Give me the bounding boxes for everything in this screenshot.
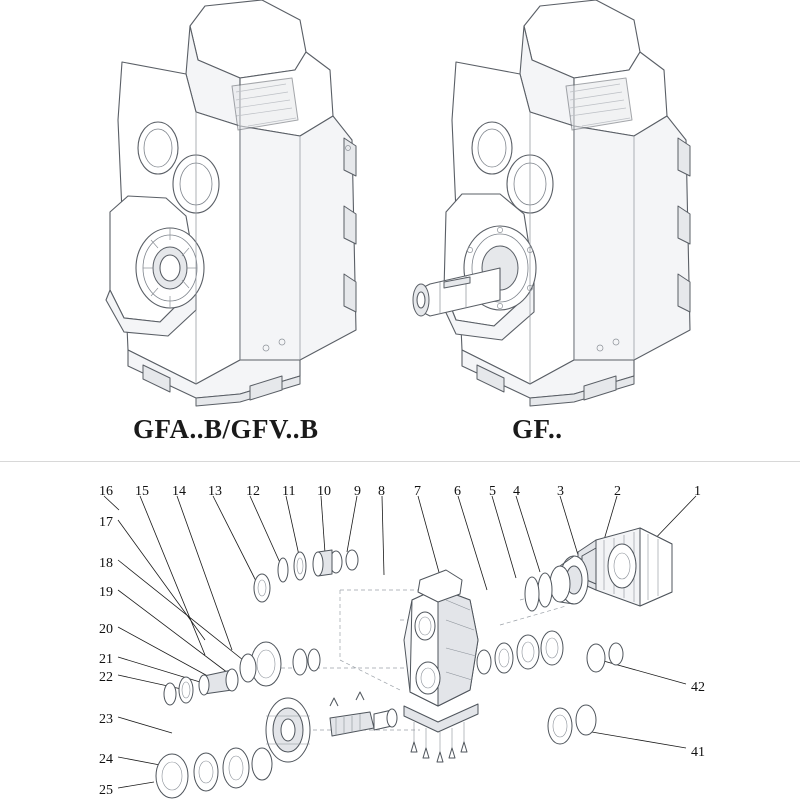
callout-22: 22 <box>99 670 113 685</box>
callout-23: 23 <box>99 712 113 727</box>
callout-11: 11 <box>282 484 296 499</box>
part-shaft-upper <box>254 550 358 602</box>
part-coupling-flange <box>550 556 588 604</box>
callout-8: 8 <box>378 484 385 499</box>
leader-lines-left <box>118 520 248 788</box>
callout-4: 4 <box>513 484 520 499</box>
callout-25: 25 <box>99 783 113 798</box>
callout-7: 7 <box>414 484 421 499</box>
part-ring-set-right <box>477 573 563 674</box>
callout-10: 10 <box>317 484 331 499</box>
callout-3: 3 <box>557 484 564 499</box>
callout-24: 24 <box>99 752 113 767</box>
callout-9: 9 <box>354 484 361 499</box>
callout-6: 6 <box>454 484 461 499</box>
callout-15: 15 <box>135 484 149 499</box>
callout-41: 41 <box>691 745 705 760</box>
callout-18: 18 <box>99 556 113 571</box>
callout-19: 19 <box>99 585 113 600</box>
part-housing <box>404 570 478 762</box>
callout-1: 1 <box>694 484 701 499</box>
callout-17: 17 <box>99 515 113 530</box>
callout-42: 42 <box>691 680 705 695</box>
callout-13: 13 <box>208 484 222 499</box>
leader-lines-right <box>580 660 686 748</box>
callout-12: 12 <box>246 484 260 499</box>
callout-14: 14 <box>172 484 186 499</box>
callout-20: 20 <box>99 622 113 637</box>
callout-2: 2 <box>614 484 621 499</box>
part-shaft-middle <box>164 642 320 705</box>
callout-21: 21 <box>99 652 113 667</box>
callout-5: 5 <box>489 484 496 499</box>
caption-gf: GF.. <box>512 414 563 444</box>
part-motor-assembly <box>578 528 672 606</box>
caption-gfa-b-gfv-b: GFA..B/GFV..B <box>133 414 319 444</box>
callout-16: 16 <box>99 484 113 499</box>
part-bearings-bottom-left <box>156 748 272 798</box>
part-gear-large <box>266 692 397 762</box>
